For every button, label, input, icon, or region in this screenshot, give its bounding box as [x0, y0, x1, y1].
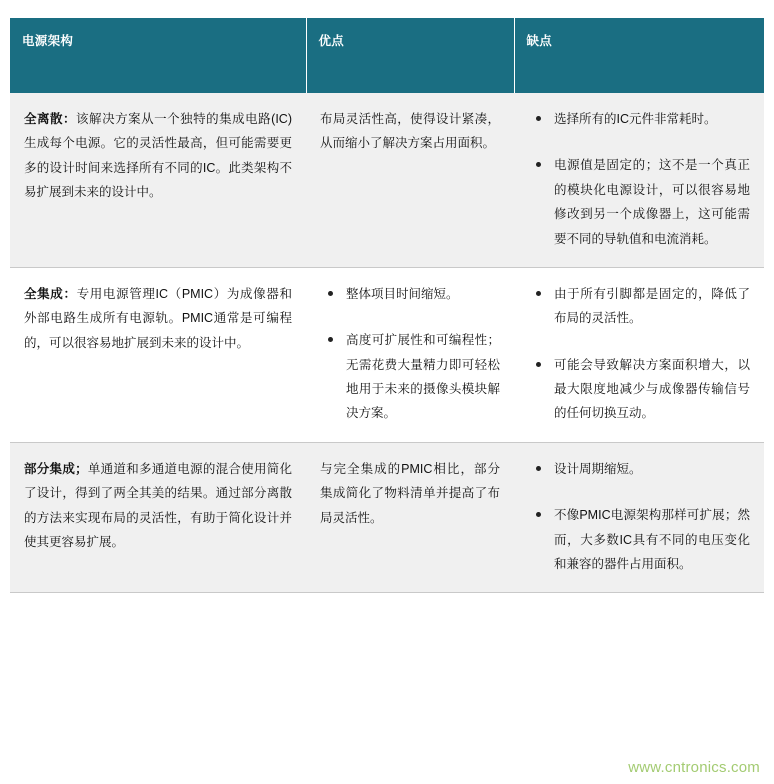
architecture-name: 全离散： [24, 112, 77, 126]
cons-list [528, 282, 750, 426]
bullet-icon [536, 116, 541, 121]
cell-architecture [10, 442, 306, 593]
column-header-pros: 优点 [306, 18, 514, 93]
list-item-text: 可能会导致解决方案面积增大，以最大限度地减少与成像器传输信号的任何切换互动。 [554, 357, 750, 421]
site-watermark: www.cntronics.com [628, 759, 760, 776]
architecture-name: 部分集成； [24, 461, 88, 476]
architecture-body: 单通道和多通道电源的混合使用简化了设计，得到了两全其美的结果。通过部分离散的方法来实现布局的灵活性，有助于简化设计并使其更容易扩展。 [24, 461, 292, 549]
list-item-text: 整体项目时间缩短。 [346, 286, 459, 301]
cons-list [528, 457, 750, 577]
list-item [554, 457, 750, 481]
bullet-icon [536, 466, 541, 471]
list-item [346, 282, 500, 306]
list-item-text: 由于所有引脚都是固定的，降低了布局的灵活性。 [554, 286, 750, 326]
cell-architecture [10, 267, 306, 442]
architecture-body: 专用电源管理IC（PMIC）为成像器和外部电路生成所有电源轨。PMIC通常是可编程的，可以很容易地扩展到未来的设计中。 [24, 286, 292, 350]
table-row [10, 442, 764, 593]
architecture-description [24, 107, 292, 205]
list-item [554, 107, 750, 131]
cell-cons [514, 267, 764, 442]
cell-architecture [10, 93, 306, 267]
pros-text: 与完全集成的PMIC相比，部分集成简化了物料清单并提高了布局灵活性。 [320, 461, 500, 525]
cell-pros [306, 93, 514, 267]
list-item-text: 电源值是固定的；这不是一个真正的模块化电源设计，可以很容易地修改到另一个成像器上，这可能需要不同的导轨值和电流消耗。 [554, 158, 750, 246]
table-body [10, 93, 764, 593]
list-item-text: 高度可扩展性和可编程性；无需花费大量精力即可轻松地用于未来的摄像头模块解决方案。 [346, 333, 500, 421]
list-item-text: 不像PMIC电源架构那样可扩展；然而，大多数IC具有不同的电压变化和兼容的器件占用面积。 [554, 508, 750, 571]
bullet-icon [536, 512, 541, 517]
architecture-body: 该解决方案从一个独特的集成电路(IC)生成每个电源。它的灵活性最高，但可能需要更多的设计时间来选择所有不同的IC。此类架构不易扩展到未来的设计中。 [24, 112, 292, 200]
architecture-description [24, 282, 292, 355]
pros-text: 布局灵活性高，使得设计紧凑，从而缩小了解决方案占用面积。 [320, 112, 500, 151]
pros-list [320, 282, 500, 426]
cell-cons [514, 442, 764, 593]
cell-pros [306, 267, 514, 442]
bullet-icon [536, 362, 541, 367]
power-architecture-comparison-table [10, 18, 764, 593]
list-item [554, 503, 750, 576]
architecture-description [24, 457, 292, 555]
bullet-icon [536, 162, 541, 167]
architecture-name: 全集成： [24, 286, 77, 301]
table-row [10, 93, 764, 267]
list-item [554, 282, 750, 331]
bullet-icon [328, 337, 333, 342]
table-header [10, 18, 764, 93]
list-item-text: 选择所有的IC元件非常耗时。 [554, 112, 717, 126]
list-item-text: 设计周期缩短。 [554, 461, 642, 476]
table-header-row [10, 18, 764, 93]
column-header-architecture: 电源架构 [10, 18, 306, 93]
cons-list [528, 107, 750, 251]
cell-pros [306, 442, 514, 593]
column-header-cons: 缺点 [514, 18, 764, 93]
cell-cons [514, 93, 764, 267]
list-item [346, 328, 500, 426]
bullet-icon [536, 291, 541, 296]
list-item [554, 153, 750, 251]
bullet-icon [328, 291, 333, 296]
table-row [10, 267, 764, 442]
list-item [554, 353, 750, 426]
